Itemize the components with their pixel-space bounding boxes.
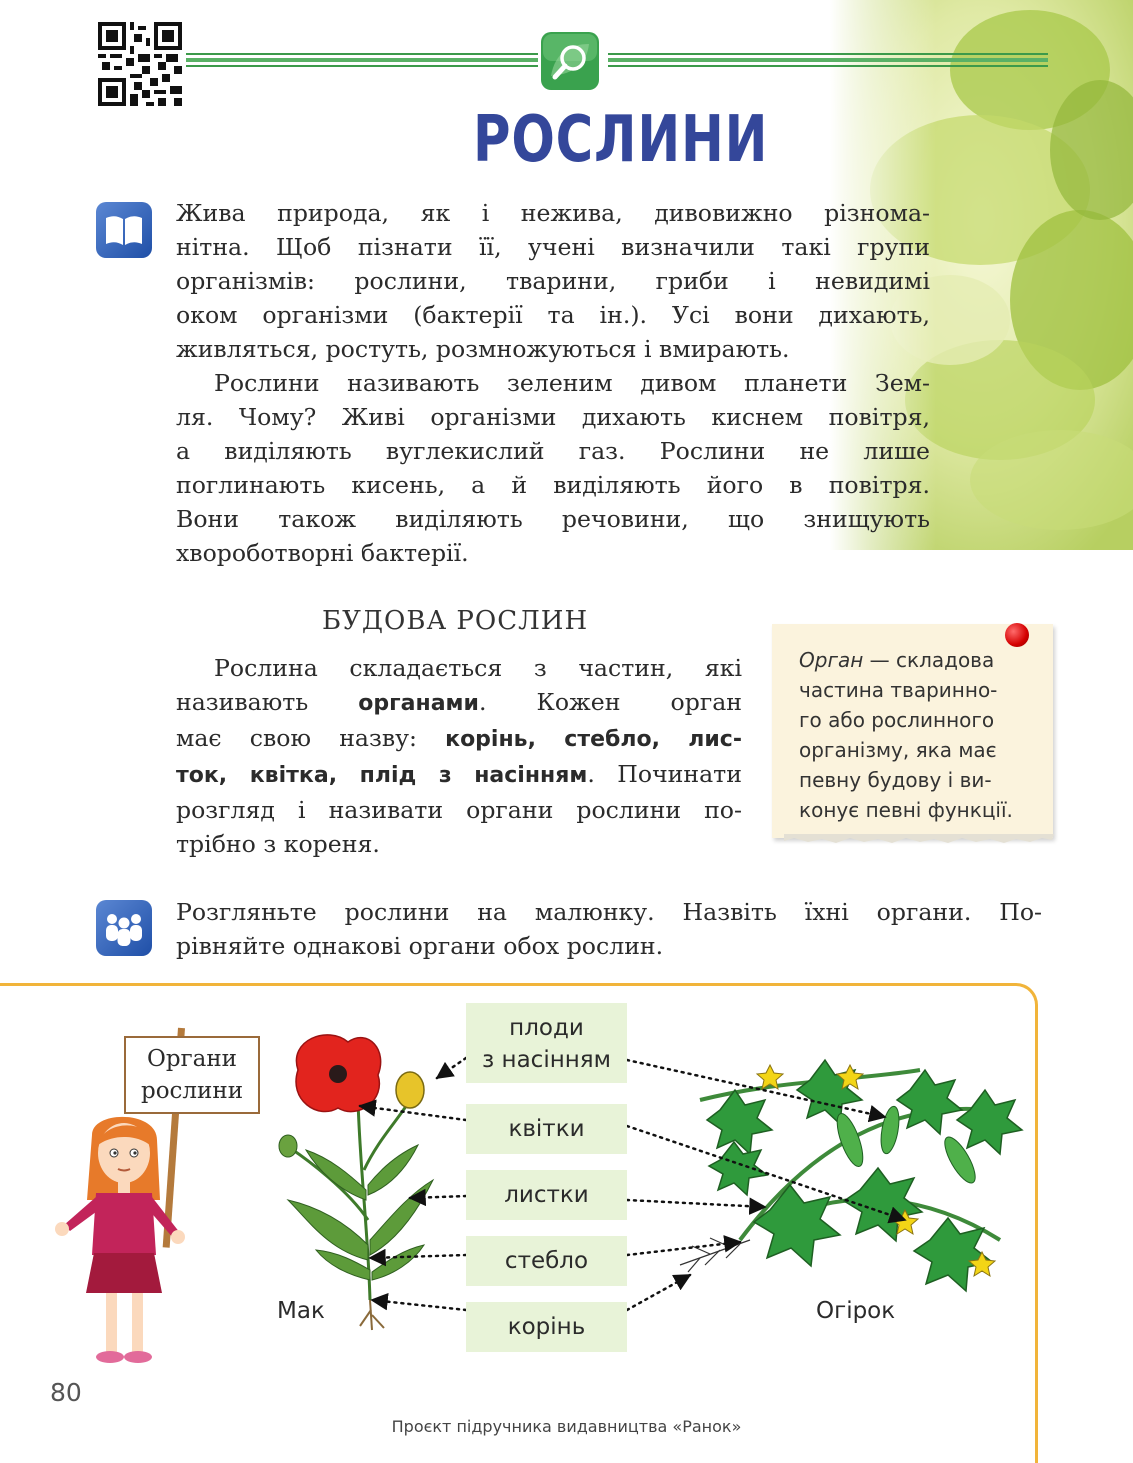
term-stem: стебло <box>564 727 652 752</box>
header-rule-right <box>608 53 1048 75</box>
section-line: трібно з кореня. <box>176 830 380 858</box>
label-leaves: листки <box>466 1170 627 1220</box>
label-root: корінь <box>466 1302 627 1352</box>
footer-text: Проєкт підручника видавництва «Ранок» <box>391 1417 742 1436</box>
term-leaf-end: ток <box>176 763 219 788</box>
intro-line: організмів: рослини, тварини, гриби і невидимі <box>176 267 930 295</box>
cucumber-illustration <box>660 1040 1040 1315</box>
book-icon <box>96 202 152 258</box>
section-line <box>176 757 742 793</box>
intro-text <box>176 196 930 570</box>
text-run: має свою назву: <box>176 724 446 752</box>
section-text <box>176 651 742 861</box>
term-root: корінь <box>445 727 528 752</box>
intro-line: хвороботворні бактерії. <box>176 539 469 567</box>
intro-line: живляться, ростуть, розмножуються і вмирають. <box>176 335 790 363</box>
note-line: го або рослинного <box>799 708 995 732</box>
page-title: РОСЛИНИ <box>473 103 769 177</box>
text-run: . Кожен орган <box>478 688 742 716</box>
intro-line: ля. Чому? Живі організми дихають киснем повітря, <box>176 403 930 431</box>
section-line <box>176 685 742 721</box>
group-work-icon <box>96 900 152 956</box>
sign-line: рослини <box>140 1078 244 1104</box>
label-stem: стебло <box>466 1236 627 1286</box>
intro-line: а виділяють вуглекислий газ. Рослини не лише <box>176 437 930 465</box>
girl-illustration <box>52 1105 202 1367</box>
intro-line: Вони також виділяють речовини, що знищують <box>176 505 930 533</box>
note-torn-edge <box>784 834 1054 846</box>
header-rule-left <box>186 53 538 75</box>
plant-name-cucumber: Огірок <box>816 1298 896 1324</box>
text-run: називають <box>176 688 359 716</box>
intro-line: Рослини називають зеленим дивом планети Зем- <box>214 369 930 397</box>
note-line: частина тваринно- <box>799 678 998 702</box>
definition-text <box>799 645 1039 825</box>
page-number: 80 <box>50 1378 82 1407</box>
note-line: організму, яка має <box>799 738 997 762</box>
sign-line: Органи <box>146 1046 237 1072</box>
organs-sign <box>124 1036 260 1114</box>
text-run: , <box>651 727 689 752</box>
text-run: , <box>328 763 360 788</box>
poppy-illustration <box>268 1030 458 1340</box>
text-run: , <box>218 763 250 788</box>
label-text: плоди <box>509 1015 584 1041</box>
label-flowers: квітки <box>466 1104 627 1154</box>
term-leaf: лис- <box>688 727 742 752</box>
definition-term: Орган <box>799 648 864 672</box>
note-line: певну будову і ви- <box>799 768 992 792</box>
plant-name-poppy: Мак <box>277 1298 325 1324</box>
section-line <box>176 721 742 757</box>
text-run: . Починати <box>587 760 742 788</box>
term-organs: органами <box>358 691 479 716</box>
qr-code-icon[interactable] <box>98 22 182 106</box>
note-line <box>799 645 1039 675</box>
section-heading: БУДОВА РОСЛИН <box>322 606 589 636</box>
text-run: , <box>527 727 565 752</box>
term-flower: квітка <box>249 763 329 788</box>
task-line: Розгляньте рослини на малюнку. Назвіть їхні органи. По- <box>176 898 1042 926</box>
section-line: Рослина складається з частин, які <box>214 654 742 682</box>
label-text: з насінням <box>482 1047 611 1073</box>
intro-line: оком організми (бактерії та ін.). Усі вони дихають, <box>176 301 930 329</box>
section-line: розгляд і називати органи рослини по- <box>176 796 742 824</box>
note-line: конує певні функції. <box>799 798 1013 822</box>
intro-line: Жива природа, як і нежива, дивовижно різнома- <box>176 199 930 227</box>
intro-line: поглинають кисень, а й виділяють його в повітря. <box>176 471 930 499</box>
term-fruit: плід з насінням <box>359 763 588 788</box>
task-text <box>176 895 1042 963</box>
task-line: рівняйте однакові органи обох рослин. <box>176 932 664 960</box>
label-fruit <box>466 1003 627 1083</box>
text-run: — складова <box>863 648 995 672</box>
magnifier-leaf-icon <box>541 32 599 90</box>
pushpin-icon <box>1005 623 1029 647</box>
intro-line: нітна. Щоб пізнати її, учені визначили такі групи <box>176 233 930 261</box>
